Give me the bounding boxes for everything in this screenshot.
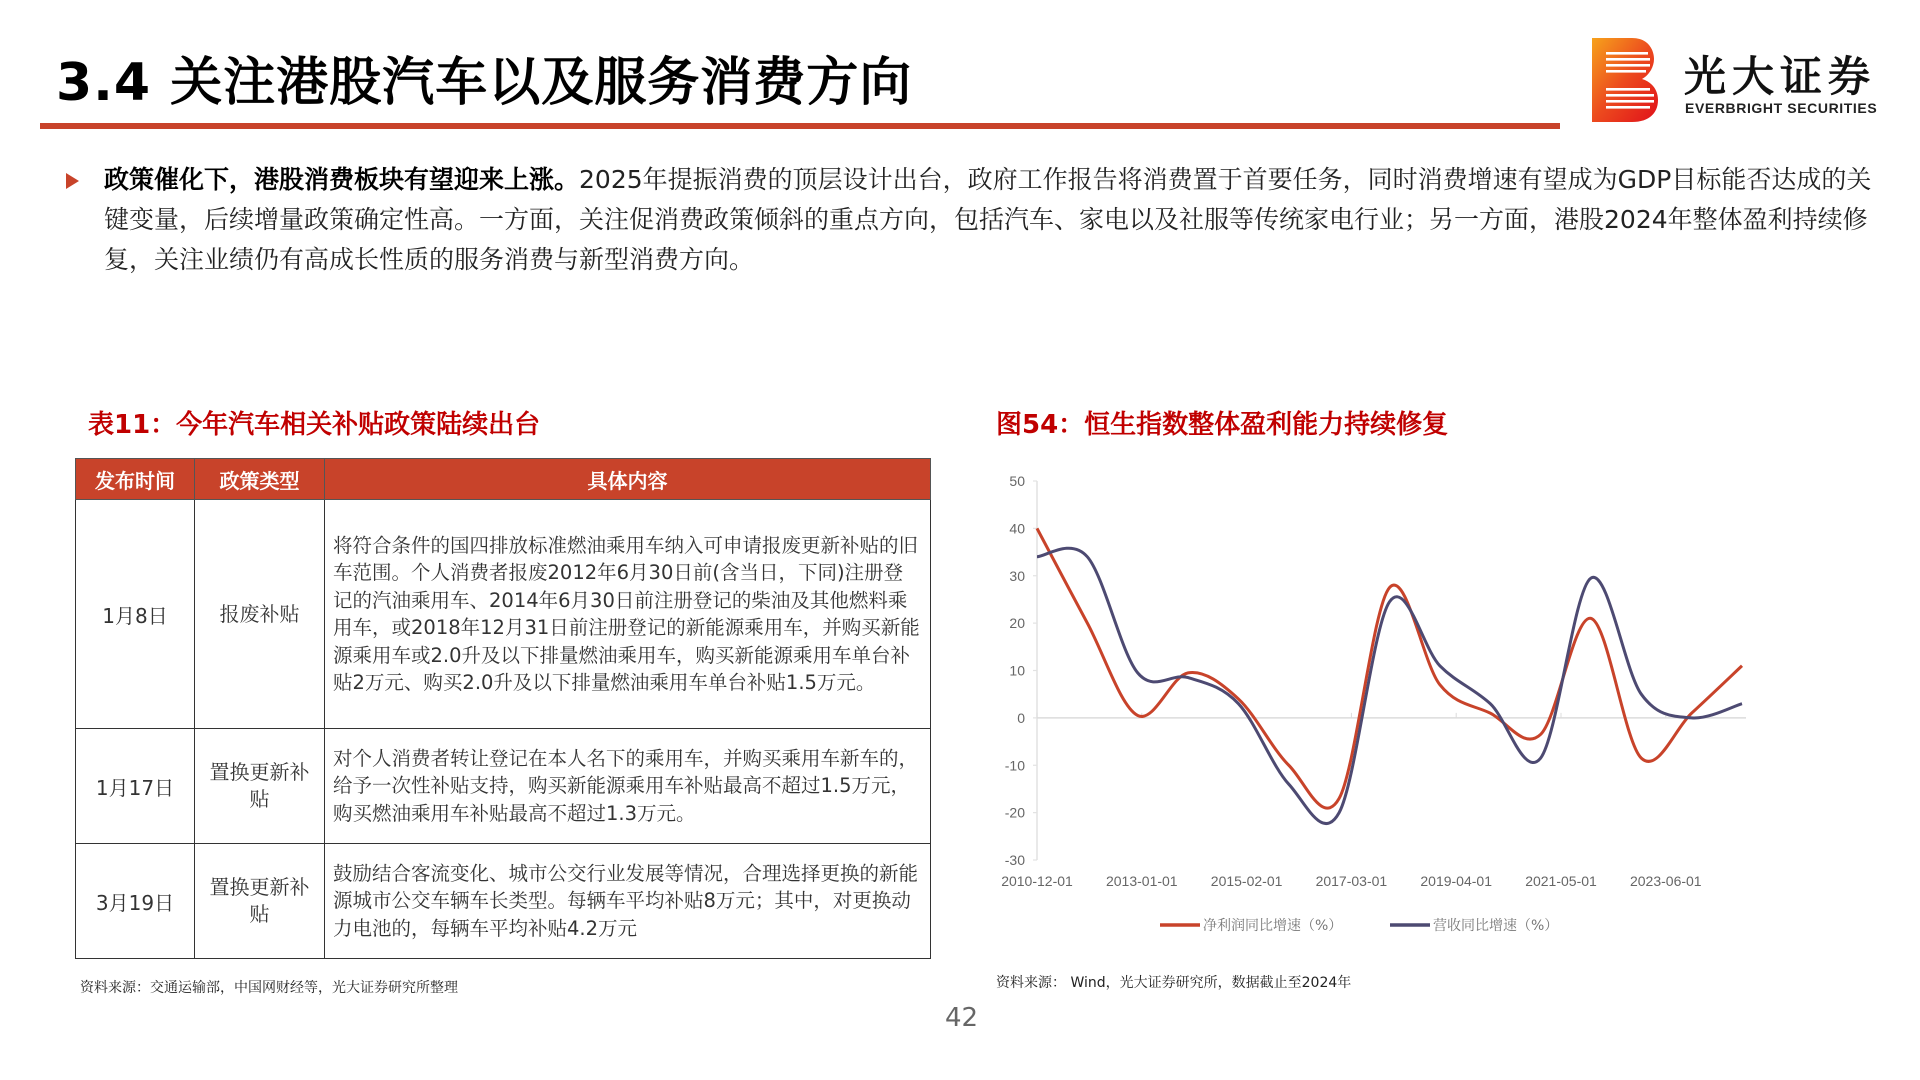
column-header-date: 发布时间 bbox=[76, 459, 195, 500]
cell-date: 1月17日 bbox=[76, 729, 195, 844]
cell-type: 报废补贴 bbox=[195, 500, 325, 729]
legend-label: 营收同比增速（%） bbox=[1433, 918, 1559, 934]
table-source-note: 资料来源：交通运输部，中国网财经等，光大证券研究所整理 bbox=[80, 980, 458, 996]
net-profit-growth-line bbox=[1037, 528, 1742, 808]
logo-name-cn: 光大证券 bbox=[1684, 52, 1877, 101]
table-header-row bbox=[76, 459, 931, 500]
bullet-text bbox=[104, 160, 1886, 280]
logo-name-en: EVERBRIGHT SECURITIES bbox=[1685, 100, 1878, 116]
cell-type: 置换更新补贴 bbox=[195, 729, 325, 844]
figure-caption: 图54：恒生指数整体盈利能力持续修复 bbox=[996, 410, 1449, 440]
x-tick-label: 2015-02-01 bbox=[1210, 873, 1283, 889]
everbright-b-logo-icon bbox=[1592, 38, 1658, 122]
company-logo bbox=[1592, 36, 1892, 124]
x-tick-label: 2019-04-01 bbox=[1420, 873, 1493, 889]
cell-content: 鼓励结合客流变化、城市公交行业发展等情况，合理选择更换的新能源城市公交车辆车长类型。每辆车平均补贴8万元；其中，对更换动力电池的，每辆车平均补贴4.2万元 bbox=[325, 844, 931, 959]
y-tick-label: 50 bbox=[1009, 473, 1025, 489]
table-caption: 表11：今年汽车相关补贴政策陆续出台 bbox=[88, 410, 541, 440]
table-row bbox=[76, 844, 931, 959]
y-tick-label: -20 bbox=[1004, 804, 1025, 821]
y-tick-label: 20 bbox=[1009, 615, 1025, 632]
cell-content: 将符合条件的国四排放标准燃油乘用车纳入可申请报废更新补贴的旧车范围。个人消费者报废2012年6月30日前(含当日，下同)注册登记的汽油乘用车、2014年6月30日前注册登记的柴油及其他燃料乘用车，或2018年12月31日前注册登记的新能源乘用车，并购买新能源乘用车或2.0升及以下排量燃油乘用车，购买新能源乘用车单台补贴2万元、购买2.0升及以下排量燃油乘用车单台补贴1.5万元。 bbox=[325, 500, 931, 729]
line-chart bbox=[990, 470, 1750, 940]
y-tick-label: 10 bbox=[1009, 662, 1025, 679]
bullet-body: 2025年提振消费的顶层设计出台，政府工作报告将消费置于首要任务，同时消费增速有望成为GDP目标能否达成的关键变量，后续增量政策确定性高。一方面，关注促消费政策倾斜的重点方向，包括汽车、家电以及社服等传统家电行业；另一方面，港股2024年整体盈利持续修复，关注业绩仍有高成长性质的服务消费与新型消费方向。 bbox=[104, 165, 1872, 274]
y-tick-label: 0 bbox=[1017, 709, 1025, 726]
x-tick-label: 2017-03-01 bbox=[1315, 873, 1388, 889]
page-number: 42 bbox=[945, 1003, 979, 1033]
y-tick-label: 40 bbox=[1009, 520, 1025, 537]
cell-date: 3月19日 bbox=[76, 844, 195, 959]
table-row bbox=[76, 729, 931, 844]
bullet-lead: 政策催化下，港股消费板块有望迎来上涨。 bbox=[104, 165, 580, 194]
column-header-content: 具体内容 bbox=[325, 459, 931, 500]
title-divider bbox=[40, 123, 1560, 129]
column-header-type: 政策类型 bbox=[195, 459, 325, 500]
y-tick-label: -30 bbox=[1004, 852, 1025, 868]
x-tick-label: 2023-06-01 bbox=[1629, 873, 1702, 889]
y-tick-label: 30 bbox=[1009, 567, 1025, 584]
policy-table bbox=[75, 458, 931, 959]
cell-type: 置换更新补贴 bbox=[195, 844, 325, 959]
legend-label: 净利润同比增速（%） bbox=[1203, 918, 1343, 934]
x-tick-label: 2021-05-01 bbox=[1525, 873, 1597, 889]
summary-bullet bbox=[66, 160, 1886, 280]
arrow-bullet-icon bbox=[66, 173, 79, 189]
x-tick-label: 2013-01-01 bbox=[1105, 873, 1178, 889]
page-title: 3.4 关注港股汽车以及服务消费方向 bbox=[56, 53, 913, 113]
y-tick-label: -10 bbox=[1004, 757, 1025, 774]
figure-source-note: 资料来源： Wind，光大证券研究所，数据截止至2024年 bbox=[996, 975, 1352, 991]
x-tick-label: 2010-12-01 bbox=[1001, 873, 1073, 889]
table-row bbox=[76, 500, 931, 729]
cell-content: 对个人消费者转让登记在本人名下的乘用车，并购买乘用车新车的，给予一次性补贴支持，购买新能源乘用车补贴最高不超过1.5万元，购买燃油乘用车补贴最高不超过1.3万元。 bbox=[325, 729, 931, 844]
chart-canvas bbox=[990, 470, 1750, 940]
cell-date: 1月8日 bbox=[76, 500, 195, 729]
